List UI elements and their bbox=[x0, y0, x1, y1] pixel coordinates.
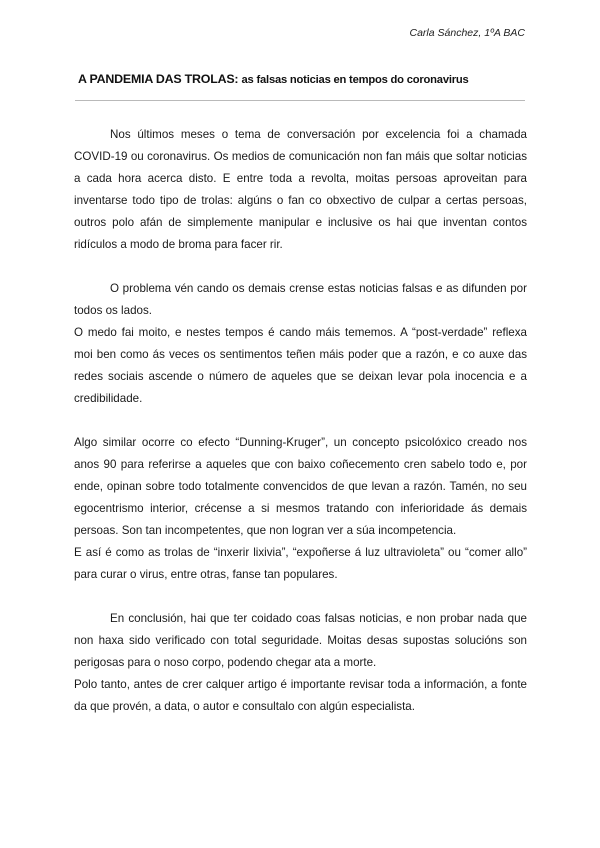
paragraph-fear: O medo fai moito, e nestes tempos é cando máis tememos. A “post-verdade” reflexa moi ben como ás veces os sentimentos teñen máis poder que a razón, e co auxe das redes sociais ascende o número de aqueles que se deixan levar pola inocencia e a credibilidade. bbox=[74, 326, 527, 405]
paragraph-dunning-kruger: Algo similar ocorre co efecto “Dunning-Kruger”, un concepto psicolóxico creado nos anos 90 para referirse a aqueles que con baixo coñecemento cren sabelo todo e, por ende, opinan sobre todo totalmente convencidos de que levan a razón. Tamén, no seu egocentrismo interior, crécense a si mesmos tratando con inferioridade ás demais persoas. Son tan incompetentes, que non logran ver a súa incompetencia. bbox=[74, 436, 527, 537]
title-divider bbox=[75, 100, 525, 101]
title-subtitle: as falsas noticias en tempos do coronavirus bbox=[241, 74, 469, 86]
title-main: A PANDEMIA DAS TROLAS: bbox=[78, 72, 239, 86]
document-body bbox=[74, 124, 527, 718]
paragraph-advice: Polo tanto, antes de crer calquer artigo é importante revisar toda a información, a fonte da que provén, a data, o autor e consultalo con algún especialista. bbox=[74, 678, 527, 713]
paragraph-hoaxes: E así é como as trolas de “inxerir lixivia”, “expoñerse á luz ultravioleta” ou “comer allo” para curar o virus, entre otras, fanse tan populares. bbox=[74, 546, 527, 581]
paragraph-problem: O problema vén cando os demais crense estas noticias falsas e as difunden por todos os lados. bbox=[74, 282, 527, 317]
document-title bbox=[78, 72, 528, 86]
author-line: Carla Sánchez, 1ºA BAC bbox=[409, 27, 525, 39]
paragraph-gap bbox=[74, 410, 527, 432]
paragraph-conclusion: En conclusión, hai que ter coidado coas falsas noticias, e non probar nada que non haxa sido verificado con total seguridade. Moitas desas supostas solucións son perigosas para o noso corpo, podendo chegar ata a morte. bbox=[74, 612, 527, 669]
paragraph-intro: Nos últimos meses o tema de conversación por excelencia foi a chamada COVID-19 ou coronavirus. Os medios de comunicación non fan máis que soltar noticias a cada hora acerca disto. E entre toda a revolta, moitas persoas aproveitan para inventarse todo tipo de trolas: algúns o fan co obxectivo de culpar a certas persoas, outros polo afán de simplemente manipular e inclusive os hai que inventan contos ridículos a modo de broma para facer rir. bbox=[74, 128, 527, 251]
paragraph-gap bbox=[74, 586, 527, 608]
paragraph-gap bbox=[74, 256, 527, 278]
